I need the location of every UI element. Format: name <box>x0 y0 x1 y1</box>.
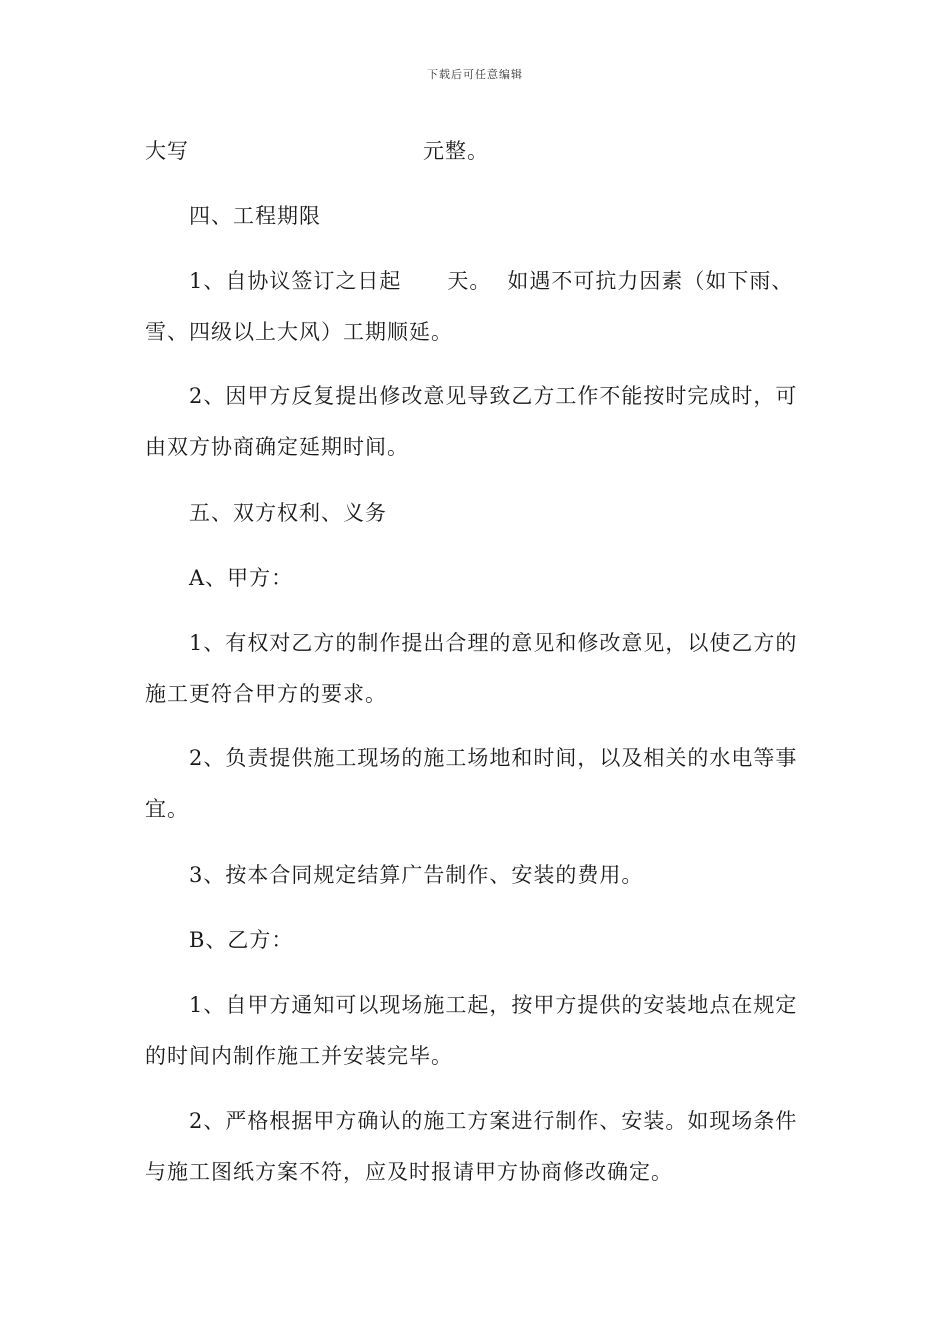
party-a-item-1-line-2: 施工更符合甲方的要求。 <box>145 682 387 706</box>
party-a-item-3: 3、按本合同规定结算广告制作、安装的费用。 <box>189 863 644 887</box>
party-b-item-1-line-1: 1、自甲方通知可以现场施工起，按甲方提供的安装地点在规定 <box>189 993 798 1017</box>
party-b-item-2-line-1: 2、严格根据甲方确认的施工方案进行制作、安装。如现场条件 <box>189 1109 798 1133</box>
amount-line <box>145 137 489 165</box>
party-b-item-2-line-2: 与施工图纸方案不符，应及时报请甲方协商修改确定。 <box>145 1160 673 1184</box>
section-5-title: 五、双方权利、义务 <box>189 501 387 525</box>
section-4-item-2-line-2: 由双方协商确定延期时间。 <box>145 435 409 459</box>
section-4-item-1-line-2: 雪、四级以上大风）工期顺延。 <box>145 320 453 344</box>
party-a-item-2-line-1: 2、负责提供施工现场的施工场地和时间，以及相关的水电等事 <box>189 746 798 770</box>
amount-label: 大写 <box>145 139 189 163</box>
party-a-item-1-line-1: 1、有权对乙方的制作提出合理的意见和修改意见，以使乙方的 <box>189 631 798 655</box>
item-1-start: 1、自协议签订之日起 <box>189 269 402 293</box>
party-a-item-2-line-2: 宜。 <box>145 797 189 821</box>
party-b-item-1-line-2: 的时间内制作施工并安装完毕。 <box>145 1044 453 1068</box>
amount-suffix: 元整。 <box>423 139 489 163</box>
party-a-heading: A、甲方： <box>189 566 294 590</box>
section-4-item-2-line-1: 2、因甲方反复提出修改意见导致乙方工作不能按时完成时，可 <box>189 384 798 408</box>
section-4-item-1-line-1 <box>189 267 793 295</box>
item-1-force-majeure: 如遇不可抗力因素（如下雨、 <box>507 269 794 293</box>
page-header: 下载后可任意编辑 <box>427 68 523 81</box>
item-1-days: 天。 <box>447 269 492 293</box>
party-b-heading: B、乙方： <box>189 928 294 952</box>
section-4-title: 四、工程期限 <box>189 204 321 228</box>
